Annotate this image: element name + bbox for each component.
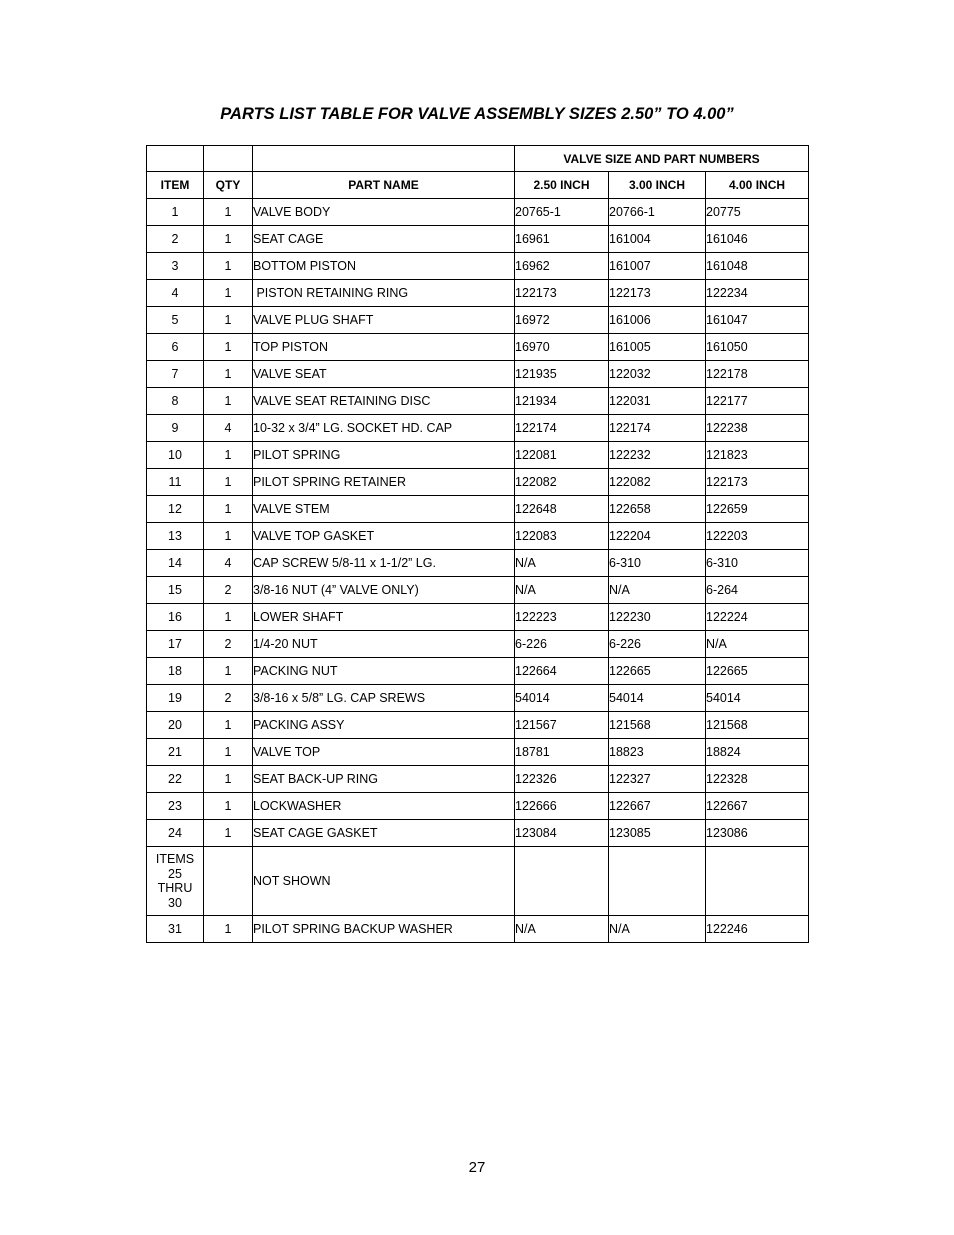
item-cell: 22 xyxy=(147,766,204,793)
part-number-3-00-cell: 161004 xyxy=(609,226,706,253)
part-number-4-00-cell: 122224 xyxy=(706,604,809,631)
item-cell: 23 xyxy=(147,793,204,820)
item-cell: 24 xyxy=(147,820,204,847)
item-cell: 19 xyxy=(147,685,204,712)
part-number-3-00-cell: 122658 xyxy=(609,496,706,523)
item-cell: 12 xyxy=(147,496,204,523)
part-number-4-00-cell: 123086 xyxy=(706,820,809,847)
part-number-4-00-cell: 161050 xyxy=(706,334,809,361)
qty-cell: 1 xyxy=(204,916,253,943)
qty-cell: 1 xyxy=(204,334,253,361)
qty-cell: 1 xyxy=(204,739,253,766)
column-header-size-3-00: 3.00 INCH xyxy=(609,172,706,199)
qty-cell: 1 xyxy=(204,604,253,631)
part-number-2-50-cell: 20765-1 xyxy=(515,199,609,226)
qty-cell: 2 xyxy=(204,685,253,712)
part-number-2-50-cell: N/A xyxy=(515,916,609,943)
item-cell: 11 xyxy=(147,469,204,496)
qty-cell: 1 xyxy=(204,388,253,415)
qty-cell: 1 xyxy=(204,253,253,280)
part-name-cell: 10-32 x 3/4” LG. SOCKET HD. CAP xyxy=(253,415,515,442)
qty-cell: 4 xyxy=(204,415,253,442)
item-cell: 1 xyxy=(147,199,204,226)
table-row xyxy=(147,388,809,415)
part-name-cell: PACKING ASSY xyxy=(253,712,515,739)
table-row xyxy=(147,631,809,658)
part-number-2-50-cell: 122664 xyxy=(515,658,609,685)
part-number-4-00-cell: 18824 xyxy=(706,739,809,766)
valve-size-group-header: VALVE SIZE AND PART NUMBERS xyxy=(515,146,809,172)
part-number-3-00-cell: 122327 xyxy=(609,766,706,793)
part-name-cell: PILOT SPRING BACKUP WASHER xyxy=(253,916,515,943)
table-row xyxy=(147,550,809,577)
table-row xyxy=(147,658,809,685)
table-row xyxy=(147,280,809,307)
page-title: PARTS LIST TABLE FOR VALVE ASSEMBLY SIZES 2.50” TO 4.00” xyxy=(220,105,734,123)
qty-cell: 1 xyxy=(204,766,253,793)
part-number-2-50-cell: 121934 xyxy=(515,388,609,415)
part-number-3-00-cell: 18823 xyxy=(609,739,706,766)
part-number-3-00-cell: N/A xyxy=(609,916,706,943)
qty-cell: 1 xyxy=(204,226,253,253)
part-number-4-00-cell: 161048 xyxy=(706,253,809,280)
part-number-3-00-cell: 122204 xyxy=(609,523,706,550)
part-number-3-00-cell: 122665 xyxy=(609,658,706,685)
part-name-cell: BOTTOM PISTON xyxy=(253,253,515,280)
part-number-2-50-cell xyxy=(515,847,609,916)
qty-cell: 1 xyxy=(204,199,253,226)
item-cell: 21 xyxy=(147,739,204,766)
part-number-3-00-cell: 122173 xyxy=(609,280,706,307)
part-number-3-00-cell: 161006 xyxy=(609,307,706,334)
part-name-cell: VALVE SEAT RETAINING DISC xyxy=(253,388,515,415)
part-number-2-50-cell: 122174 xyxy=(515,415,609,442)
part-number-4-00-cell: 121823 xyxy=(706,442,809,469)
part-name-cell: PACKING NUT xyxy=(253,658,515,685)
part-number-2-50-cell: 122326 xyxy=(515,766,609,793)
item-cell: 3 xyxy=(147,253,204,280)
item-cell: 20 xyxy=(147,712,204,739)
part-number-2-50-cell: 122648 xyxy=(515,496,609,523)
part-number-3-00-cell: 54014 xyxy=(609,685,706,712)
part-number-4-00-cell: 6-264 xyxy=(706,577,809,604)
table-row xyxy=(147,685,809,712)
table-row xyxy=(147,739,809,766)
part-name-cell: PILOT SPRING RETAINER xyxy=(253,469,515,496)
part-number-3-00-cell xyxy=(609,847,706,916)
part-number-3-00-cell: 121568 xyxy=(609,712,706,739)
table-row xyxy=(147,469,809,496)
item-cell: 7 xyxy=(147,361,204,388)
column-header-item: ITEM xyxy=(147,172,204,199)
part-number-2-50-cell: 16962 xyxy=(515,253,609,280)
part-name-cell: LOWER SHAFT xyxy=(253,604,515,631)
table-row xyxy=(147,334,809,361)
part-number-4-00-cell: 122177 xyxy=(706,388,809,415)
qty-cell: 1 xyxy=(204,658,253,685)
part-number-2-50-cell: 123084 xyxy=(515,820,609,847)
part-number-2-50-cell: 122666 xyxy=(515,793,609,820)
table-header xyxy=(147,146,809,199)
part-number-4-00-cell: 122328 xyxy=(706,766,809,793)
qty-cell: 1 xyxy=(204,496,253,523)
part-number-4-00-cell: 122238 xyxy=(706,415,809,442)
part-number-3-00-cell: 122230 xyxy=(609,604,706,631)
part-number-4-00-cell: 122173 xyxy=(706,469,809,496)
part-number-2-50-cell: 18781 xyxy=(515,739,609,766)
item-cell: 6 xyxy=(147,334,204,361)
table-row xyxy=(147,847,809,916)
qty-cell xyxy=(204,847,253,916)
part-number-2-50-cell: 122223 xyxy=(515,604,609,631)
table-row xyxy=(147,712,809,739)
item-cell: 10 xyxy=(147,442,204,469)
table-row xyxy=(147,253,809,280)
qty-cell: 1 xyxy=(204,361,253,388)
part-name-cell: VALVE BODY xyxy=(253,199,515,226)
page-number: 27 xyxy=(468,1159,486,1176)
table-row xyxy=(147,496,809,523)
part-name-cell: VALVE STEM xyxy=(253,496,515,523)
part-name-cell: LOCKWASHER xyxy=(253,793,515,820)
part-number-3-00-cell: 161007 xyxy=(609,253,706,280)
part-name-cell: SEAT BACK-UP RING xyxy=(253,766,515,793)
part-number-3-00-cell: 6-310 xyxy=(609,550,706,577)
part-number-4-00-cell: 121568 xyxy=(706,712,809,739)
table-row xyxy=(147,523,809,550)
table-row xyxy=(147,916,809,943)
part-name-header-spacer xyxy=(253,146,515,172)
item-cell: 4 xyxy=(147,280,204,307)
part-number-3-00-cell: 161005 xyxy=(609,334,706,361)
table-row xyxy=(147,604,809,631)
table-row xyxy=(147,766,809,793)
part-number-4-00-cell xyxy=(706,847,809,916)
item-cell: 14 xyxy=(147,550,204,577)
part-number-2-50-cell: 54014 xyxy=(515,685,609,712)
item-cell: 16 xyxy=(147,604,204,631)
part-number-3-00-cell: 122174 xyxy=(609,415,706,442)
qty-cell: 1 xyxy=(204,307,253,334)
column-header-size-4-00: 4.00 INCH xyxy=(706,172,809,199)
part-name-cell: 1/4-20 NUT xyxy=(253,631,515,658)
qty-cell: 2 xyxy=(204,577,253,604)
item-cell: ITEMS 25 THRU 30 xyxy=(147,847,204,916)
part-number-3-00-cell: 122232 xyxy=(609,442,706,469)
qty-cell: 1 xyxy=(204,469,253,496)
part-name-cell: PILOT SPRING xyxy=(253,442,515,469)
part-name-cell: CAP SCREW 5/8-11 x 1-1/2” LG. xyxy=(253,550,515,577)
part-name-cell: VALVE PLUG SHAFT xyxy=(253,307,515,334)
part-number-4-00-cell: 161047 xyxy=(706,307,809,334)
part-number-4-00-cell: 122203 xyxy=(706,523,809,550)
part-number-3-00-cell: 122082 xyxy=(609,469,706,496)
item-cell: 9 xyxy=(147,415,204,442)
table-row xyxy=(147,307,809,334)
qty-header-spacer xyxy=(204,146,253,172)
part-number-2-50-cell: N/A xyxy=(515,550,609,577)
item-cell: 31 xyxy=(147,916,204,943)
part-number-3-00-cell: 20766-1 xyxy=(609,199,706,226)
part-number-4-00-cell: N/A xyxy=(706,631,809,658)
part-number-3-00-cell: N/A xyxy=(609,577,706,604)
table-body xyxy=(147,199,809,943)
table-row xyxy=(147,442,809,469)
part-number-4-00-cell: 122659 xyxy=(706,496,809,523)
item-cell: 15 xyxy=(147,577,204,604)
part-number-3-00-cell: 122667 xyxy=(609,793,706,820)
part-number-3-00-cell: 6-226 xyxy=(609,631,706,658)
item-cell: 18 xyxy=(147,658,204,685)
part-number-2-50-cell: 16972 xyxy=(515,307,609,334)
item-header-spacer xyxy=(147,146,204,172)
qty-cell: 1 xyxy=(204,712,253,739)
part-number-2-50-cell: 16970 xyxy=(515,334,609,361)
qty-cell: 1 xyxy=(204,523,253,550)
column-header-part-name: PART NAME xyxy=(253,172,515,199)
part-number-2-50-cell: 122173 xyxy=(515,280,609,307)
qty-cell: 1 xyxy=(204,793,253,820)
column-header-qty: QTY xyxy=(204,172,253,199)
part-name-cell: VALVE TOP GASKET xyxy=(253,523,515,550)
part-number-4-00-cell: 122667 xyxy=(706,793,809,820)
part-number-2-50-cell: 122083 xyxy=(515,523,609,550)
table-row xyxy=(147,226,809,253)
part-name-cell: VALVE TOP xyxy=(253,739,515,766)
table-row xyxy=(147,415,809,442)
part-number-2-50-cell: 16961 xyxy=(515,226,609,253)
part-name-cell: SEAT CAGE GASKET xyxy=(253,820,515,847)
part-name-cell: TOP PISTON xyxy=(253,334,515,361)
item-cell: 17 xyxy=(147,631,204,658)
part-number-2-50-cell: 6-226 xyxy=(515,631,609,658)
part-number-4-00-cell: 122234 xyxy=(706,280,809,307)
part-number-2-50-cell: 122082 xyxy=(515,469,609,496)
qty-cell: 1 xyxy=(204,280,253,307)
part-number-4-00-cell: 20775 xyxy=(706,199,809,226)
part-name-cell: NOT SHOWN xyxy=(253,847,515,916)
part-number-2-50-cell: N/A xyxy=(515,577,609,604)
part-name-cell: SEAT CAGE xyxy=(253,226,515,253)
item-cell: 2 xyxy=(147,226,204,253)
table-row xyxy=(147,793,809,820)
part-name-cell: VALVE SEAT xyxy=(253,361,515,388)
item-cell: 13 xyxy=(147,523,204,550)
table-row xyxy=(147,577,809,604)
table-row xyxy=(147,361,809,388)
part-number-4-00-cell: 122178 xyxy=(706,361,809,388)
qty-cell: 1 xyxy=(204,442,253,469)
part-name-cell: 3/8-16 x 5/8” LG. CAP SREWS xyxy=(253,685,515,712)
part-name-cell: PISTON RETAINING RING xyxy=(253,280,515,307)
part-number-4-00-cell: 6-310 xyxy=(706,550,809,577)
parts-list-table xyxy=(146,145,809,943)
item-cell: 5 xyxy=(147,307,204,334)
part-number-3-00-cell: 122031 xyxy=(609,388,706,415)
part-number-2-50-cell: 121567 xyxy=(515,712,609,739)
qty-cell: 2 xyxy=(204,631,253,658)
part-number-4-00-cell: 122246 xyxy=(706,916,809,943)
part-number-3-00-cell: 123085 xyxy=(609,820,706,847)
part-number-4-00-cell: 54014 xyxy=(706,685,809,712)
part-number-2-50-cell: 121935 xyxy=(515,361,609,388)
table-row xyxy=(147,199,809,226)
part-number-4-00-cell: 122665 xyxy=(706,658,809,685)
item-cell: 8 xyxy=(147,388,204,415)
part-number-3-00-cell: 122032 xyxy=(609,361,706,388)
table-row xyxy=(147,820,809,847)
qty-cell: 1 xyxy=(204,820,253,847)
part-name-cell: 3/8-16 NUT (4” VALVE ONLY) xyxy=(253,577,515,604)
part-number-2-50-cell: 122081 xyxy=(515,442,609,469)
column-header-size-2-50: 2.50 INCH xyxy=(515,172,609,199)
part-number-4-00-cell: 161046 xyxy=(706,226,809,253)
qty-cell: 4 xyxy=(204,550,253,577)
